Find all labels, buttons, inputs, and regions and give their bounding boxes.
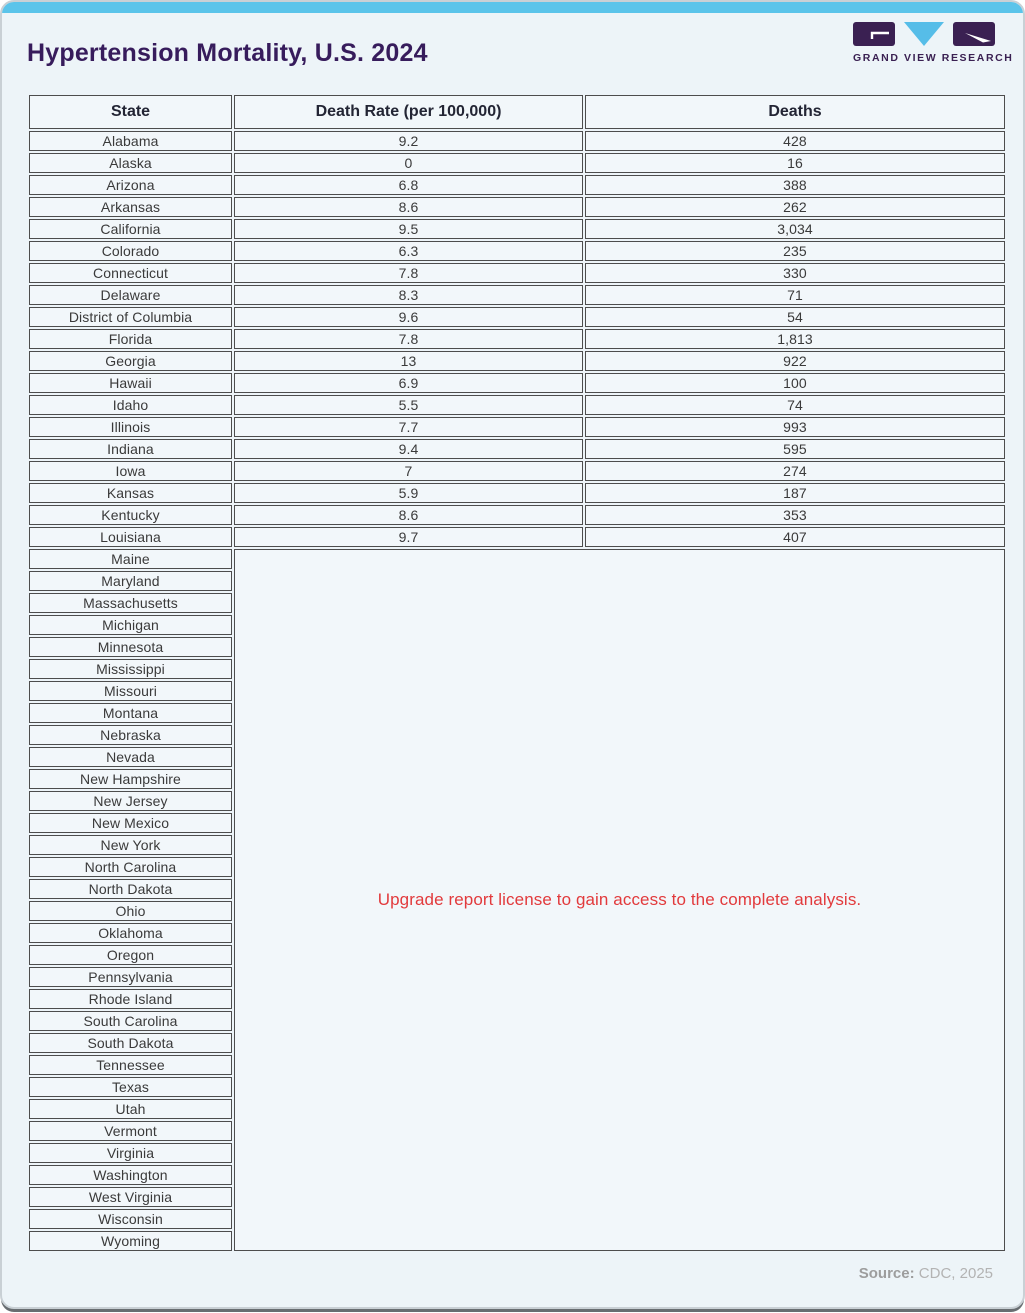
deaths-cell: 187	[585, 483, 1005, 503]
state-cell: Oklahoma	[29, 923, 232, 943]
death-rate-cell: 9.5	[234, 219, 583, 239]
state-cell: Massachusetts	[29, 593, 232, 613]
state-cell: Tennessee	[29, 1055, 232, 1075]
table-row	[29, 351, 1005, 371]
death-rate-cell: 8.3	[234, 285, 583, 305]
state-cell: New Hampshire	[29, 769, 232, 789]
state-cell: Texas	[29, 1077, 232, 1097]
state-cell: Arkansas	[29, 197, 232, 217]
state-cell: New Mexico	[29, 813, 232, 833]
table-row	[29, 461, 1005, 481]
state-cell: Mississippi	[29, 659, 232, 679]
state-cell: South Carolina	[29, 1011, 232, 1031]
report-header	[2, 13, 1023, 93]
state-cell: Wyoming	[29, 1231, 232, 1251]
state-cell: Montana	[29, 703, 232, 723]
logo-mark	[853, 21, 995, 47]
state-cell: Rhode Island	[29, 989, 232, 1009]
table-row	[29, 439, 1005, 459]
state-cell: Pennsylvania	[29, 967, 232, 987]
state-cell: North Dakota	[29, 879, 232, 899]
state-cell: Michigan	[29, 615, 232, 635]
state-cell: Ohio	[29, 901, 232, 921]
deaths-cell: 428	[585, 131, 1005, 151]
state-cell: Wisconsin	[29, 1209, 232, 1229]
state-cell: North Carolina	[29, 857, 232, 877]
logo-v-icon	[904, 21, 944, 52]
state-cell: Delaware	[29, 285, 232, 305]
state-cell: Missouri	[29, 681, 232, 701]
state-cell: Louisiana	[29, 527, 232, 547]
table-row	[29, 417, 1005, 437]
table-row	[29, 527, 1005, 547]
death-rate-cell: 7.8	[234, 263, 583, 283]
column-header: Death Rate (per 100,000)	[234, 95, 583, 129]
death-rate-cell: 9.7	[234, 527, 583, 547]
deaths-cell: 353	[585, 505, 1005, 525]
death-rate-cell: 8.6	[234, 197, 583, 217]
table-row-locked	[29, 549, 1005, 569]
deaths-cell: 922	[585, 351, 1005, 371]
table-body	[29, 131, 1005, 1251]
state-cell: Alaska	[29, 153, 232, 173]
table-row	[29, 241, 1005, 261]
deaths-cell: 993	[585, 417, 1005, 437]
table-row	[29, 153, 1005, 173]
accent-topbar	[2, 2, 1023, 13]
death-rate-cell: 6.9	[234, 373, 583, 393]
state-cell: Nevada	[29, 747, 232, 767]
deaths-cell: 1,813	[585, 329, 1005, 349]
deaths-cell: 16	[585, 153, 1005, 173]
state-cell: Hawaii	[29, 373, 232, 393]
table-row	[29, 285, 1005, 305]
deaths-cell: 235	[585, 241, 1005, 261]
table-row	[29, 263, 1005, 283]
grand-view-research-logo	[853, 21, 1014, 64]
table-row	[29, 219, 1005, 239]
table-row	[29, 131, 1005, 151]
deaths-cell: 54	[585, 307, 1005, 327]
source-label: Source:	[858, 1265, 915, 1282]
state-cell: Minnesota	[29, 637, 232, 657]
death-rate-cell: 9.4	[234, 439, 583, 459]
table-row	[29, 307, 1005, 327]
deaths-cell: 262	[585, 197, 1005, 217]
deaths-cell: 100	[585, 373, 1005, 393]
state-cell: Nebraska	[29, 725, 232, 745]
source-text: CDC, 2025	[918, 1265, 993, 1282]
state-cell: New York	[29, 835, 232, 855]
state-cell: Kansas	[29, 483, 232, 503]
state-cell: New Jersey	[29, 791, 232, 811]
logo-r-icon	[953, 21, 995, 52]
table-row	[29, 373, 1005, 393]
state-cell: Maryland	[29, 571, 232, 591]
deaths-cell: 388	[585, 175, 1005, 195]
state-cell: Georgia	[29, 351, 232, 371]
locked-area-cell	[234, 549, 1005, 1251]
death-rate-cell: 7	[234, 461, 583, 481]
death-rate-cell: 5.5	[234, 395, 583, 415]
deaths-cell: 3,034	[585, 219, 1005, 239]
state-cell: Iowa	[29, 461, 232, 481]
death-rate-cell: 0	[234, 153, 583, 173]
state-cell: Connecticut	[29, 263, 232, 283]
deaths-cell: 274	[585, 461, 1005, 481]
table-header-row	[29, 95, 1005, 129]
table-row	[29, 329, 1005, 349]
state-cell: Vermont	[29, 1121, 232, 1141]
state-cell: South Dakota	[29, 1033, 232, 1053]
table-row	[29, 197, 1005, 217]
death-rate-cell: 9.6	[234, 307, 583, 327]
mortality-table	[27, 93, 1007, 1253]
deaths-cell: 71	[585, 285, 1005, 305]
state-cell: California	[29, 219, 232, 239]
table-container	[2, 93, 1023, 1253]
death-rate-cell: 7.7	[234, 417, 583, 437]
logo-g-icon	[853, 21, 895, 52]
state-cell: Indiana	[29, 439, 232, 459]
death-rate-cell: 6.3	[234, 241, 583, 261]
state-cell: Virginia	[29, 1143, 232, 1163]
deaths-cell: 74	[585, 395, 1005, 415]
state-cell: Arizona	[29, 175, 232, 195]
deaths-cell: 407	[585, 527, 1005, 547]
state-cell: West Virginia	[29, 1187, 232, 1207]
state-cell: Colorado	[29, 241, 232, 261]
death-rate-cell: 5.9	[234, 483, 583, 503]
state-cell: Utah	[29, 1099, 232, 1119]
state-cell: Oregon	[29, 945, 232, 965]
brand-name: GRAND VIEW RESEARCH	[853, 52, 1014, 64]
column-header: Deaths	[585, 95, 1005, 129]
death-rate-cell: 9.2	[234, 131, 583, 151]
state-cell: Florida	[29, 329, 232, 349]
page-title: Hypertension Mortality, U.S. 2024	[27, 39, 428, 67]
table-row	[29, 505, 1005, 525]
source-line	[2, 1253, 1023, 1282]
state-cell: Kentucky	[29, 505, 232, 525]
table-row	[29, 483, 1005, 503]
table-row	[29, 175, 1005, 195]
state-cell: Idaho	[29, 395, 232, 415]
death-rate-cell: 7.8	[234, 329, 583, 349]
state-cell: District of Columbia	[29, 307, 232, 327]
state-cell: Illinois	[29, 417, 232, 437]
death-rate-cell: 8.6	[234, 505, 583, 525]
death-rate-cell: 13	[234, 351, 583, 371]
state-cell: Alabama	[29, 131, 232, 151]
deaths-cell: 330	[585, 263, 1005, 283]
table-row	[29, 395, 1005, 415]
state-cell: Washington	[29, 1165, 232, 1185]
column-header: State	[29, 95, 232, 129]
deaths-cell: 595	[585, 439, 1005, 459]
death-rate-cell: 6.8	[234, 175, 583, 195]
state-cell: Maine	[29, 549, 232, 569]
table-head	[29, 95, 1005, 129]
upgrade-license-message: Upgrade report license to gain access to the complete analysis.	[377, 890, 862, 909]
